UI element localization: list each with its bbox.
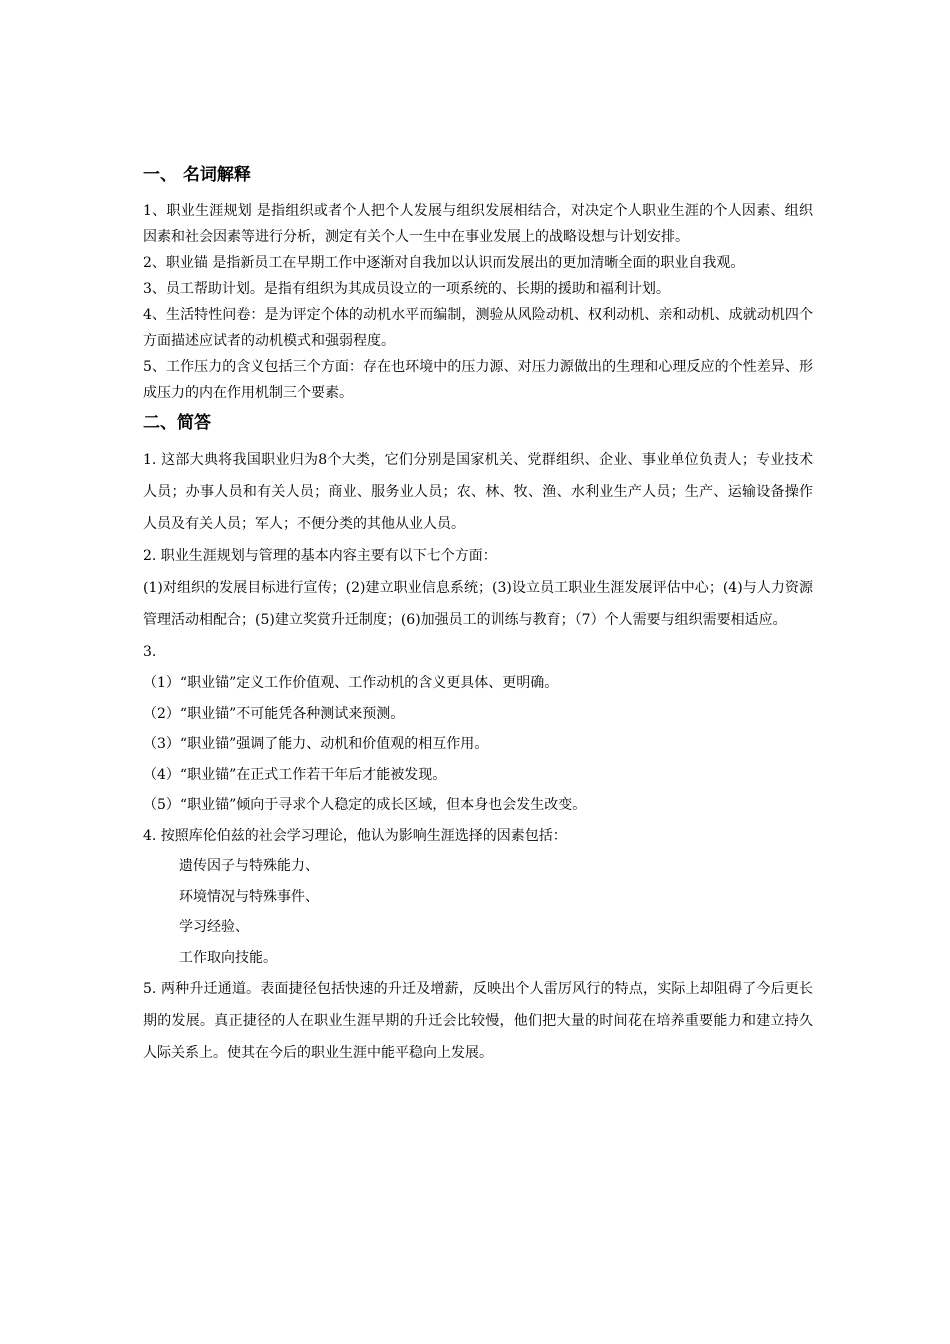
answer-5: 5. 两种升迁通道。表面捷径包括快速的升迁及增薪，反映出个人雷厉风行的特点，实际上却阻碍了今后更长期的发展。真正捷径的人在职业生涯早期的升迁会比较慢，他们把大量的时间花在培养重要能力和建立持久人际关系上。使其在今后的职业生涯中能平稳向上发展。 <box>143 981 813 1061</box>
section-2-heading: 二、简答 <box>143 413 211 433</box>
definition-3: 3、员工帮助计划。是指有组织为其成员设立的一项系统的、长期的援助和福利计划。 <box>143 281 670 297</box>
answer-2-body: (1)对组织的发展目标进行宣传；(2)建立职业信息系统；(3)设立员工职业生涯发展评估中心；(4)与人力资源管理活动相配合；(5)建立奖赏升迁制度；(6)加强员工的训练与教育；（7）个人需要与组织需要相适应。 <box>143 580 813 628</box>
answer-3-item-4: （4）“职业锚”在正式工作若干年后才能被发现。 <box>143 766 447 783</box>
answer-3-item-5: （5）“职业锚”倾向于寻求个人稳定的成长区域，但本身也会发生改变。 <box>143 797 587 813</box>
answer-3-item-2: （2）“职业锚”不可能凭各种测试来预测。 <box>143 705 405 722</box>
answer-3-number: 3. <box>143 644 157 660</box>
definition-1: 1、职业生涯规划 是指组织或者个人把个人发展与组织发展相结合，对决定个人职业生涯的个人因素、组织因素和社会因素等进行分析，测定有关个人一生中在事业发展上的战略设想与计划安排。 <box>143 203 813 245</box>
answer-4-item-4: 工作取向技能。 <box>179 949 277 966</box>
answer-3-item-3: （3）“职业锚”强调了能力、动机和价值观的相互作用。 <box>143 736 489 752</box>
answer-4-item-3: 学习经验、 <box>179 919 249 935</box>
answer-4-item-1: 遗传因子与特殊能力、 <box>179 858 319 874</box>
answer-4-item-2: 环境情况与特殊事件、 <box>179 888 319 905</box>
definition-5: 5、工作压力的含义包括三个方面：存在也环境中的压力源、对压力源做出的生理和心理反应的个性差异、形成压力的内在作用机制三个要素。 <box>143 359 813 401</box>
answer-3-item-1: （1）“职业锚”定义工作价值观、工作动机的含义更具体、更明确。 <box>143 675 559 691</box>
document-body <box>143 160 813 1069</box>
definition-2: 2、职业锚 是指新员工在早期工作中逐渐对自我加以认识而发展出的更加清晰全面的职业自我观。 <box>143 255 745 271</box>
answer-2-intro: 2. 职业生涯规划与管理的基本内容主要有以下七个方面： <box>143 548 497 564</box>
answer-1: 1. 这部大典将我国职业归为8个大类，它们分别是国家机关、党群组织、企业、事业单位负责人；专业技术人员；办事人员和有关人员；商业、服务业人员；农、林、牧、渔、水利业生产人员；生产、运输设备操作人员及有关人员；军人；不便分类的其他从业人员。 <box>143 452 813 532</box>
section-1-heading: 一、 名词解释 <box>143 165 251 185</box>
definition-4: 4、生活特性问卷：是为评定个体的动机水平而编制，测验从风险动机、权利动机、亲和动机、成就动机四个方面描述应试者的动机模式和强弱程度。 <box>143 307 813 349</box>
answer-4-intro: 4. 按照库伦伯兹的社会学习理论，他认为影响生涯选择的因素包括： <box>143 827 567 844</box>
